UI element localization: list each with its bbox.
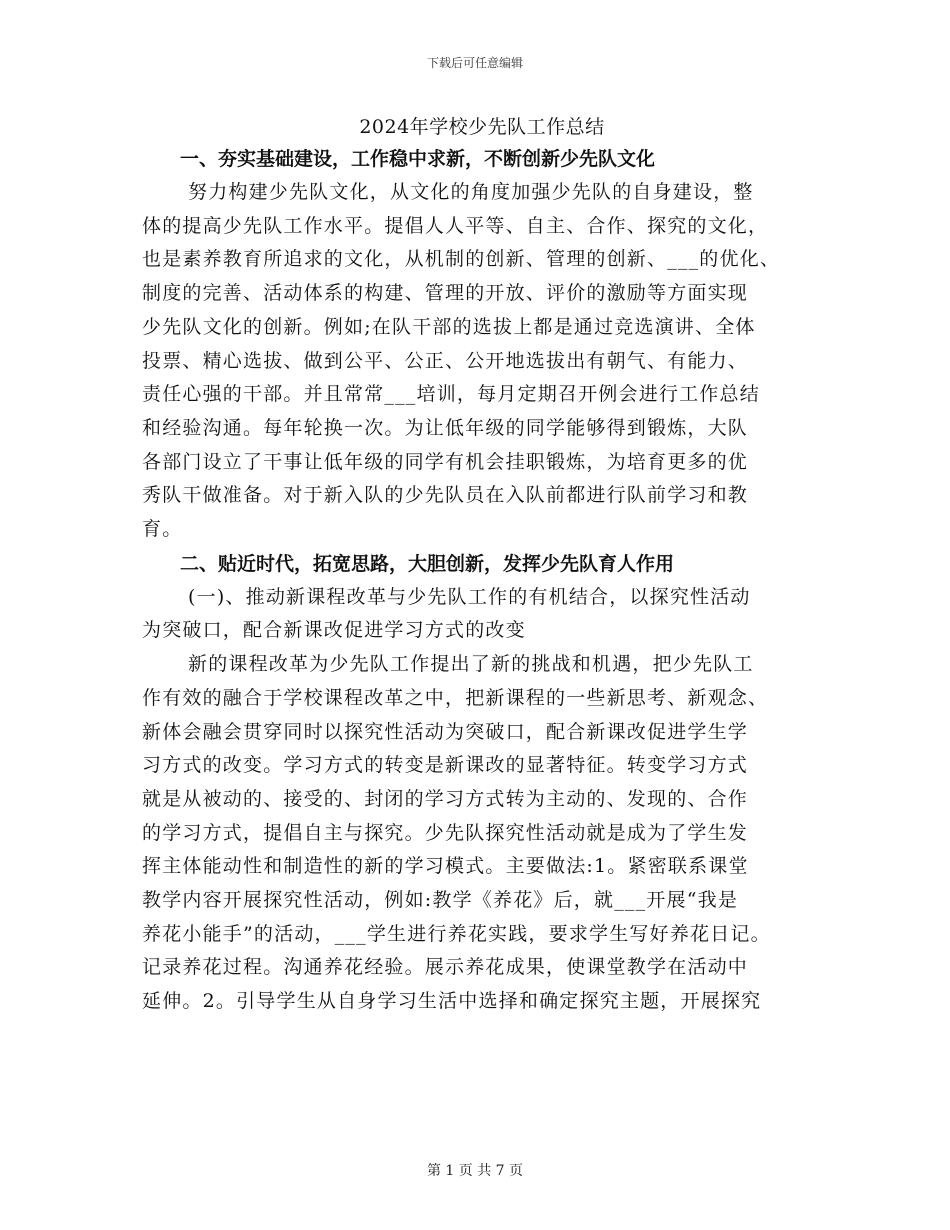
paragraph-line: 教学内容开展探究性活动，例如:教学《养花》后，就___开展“我是 [142, 889, 739, 912]
paragraph-line: 作有效的融合于学校课程改革之中，把新课程的一些新思考、新观念、 [142, 686, 769, 709]
paragraph-line: 投票、精心选拔、做到公平、公正、公开地选拔出有朝气、有能力、 [142, 349, 749, 372]
subsection-1 [142, 581, 822, 648]
document-title: 2024年学校少先队工作总结 [359, 116, 605, 138]
paragraph-line: 育。 [142, 518, 183, 541]
paragraph-line: 责任心强的干部。并且常常___培训，每月定期召开例会进行工作总结 [142, 383, 760, 406]
paragraph-line: 努力构建少先队文化，从文化的角度加强少先队的自身建设，整 [188, 181, 754, 203]
paragraph-line: 少先队文化的创新。例如;在队干部的选拔上都是通过竞选演讲、全体 [142, 315, 756, 338]
paragraph-line: 记录养花过程。沟通养花经验。展示养花成果，使课堂教学在活动中 [142, 956, 749, 979]
paragraph-line: 秀队干做准备。对于新入队的少先队员在入队前都进行队前学习和教 [142, 484, 749, 507]
paragraph-2 [142, 648, 822, 1019]
subsection-line: (一)、推动新课程改革与少先队工作的有机结合，以探究性活动 [188, 585, 751, 608]
paragraph-line: 新的课程改革为少先队工作提出了新的挑战和机遇，把少先队工 [188, 653, 754, 676]
paragraph-line: 新体会融会贯穿同时以探究性活动为突破口，配合新课改促进学生学 [142, 720, 749, 743]
section-heading-1: 一、夯实基础建设，工作稳中求新，不断创新少先队文化 [180, 148, 656, 170]
paragraph-line: 挥主体能动性和制造性的新的学习模式。主要做法:1。紧密联系课堂 [142, 855, 749, 878]
header-note: 下载后可任意编辑 [426, 56, 523, 70]
paragraph-line: 就是从被动的、接受的、封闭的学习方式转为主动的、发现的、合作 [142, 787, 749, 810]
paragraph-line: 各部门设立了干事让低年级的同学有机会挂职锻炼，为培育更多的优 [142, 450, 749, 473]
document-body [142, 112, 822, 1019]
paragraph-line: 和经验沟通。每年轮换一次。为让低年级的同学能够得到锻炼，大队 [142, 416, 749, 439]
paragraph-line: 习方式的改变。学习方式的转变是新课改的显著特征。转变学习方式 [142, 754, 749, 777]
paragraph-line: 体的提高少先队工作水平。提倡人人平等、自主、合作、探究的文化， [142, 214, 769, 237]
section-heading-2: 二、贴近时代，拓宽思路，大胆创新，发挥少先队育人作用 [180, 552, 675, 575]
paragraph-1 [142, 176, 822, 547]
paragraph-line: 也是素养教育所追求的文化，从机制的创新、管理的创新、___的优化、 [142, 248, 781, 271]
page-number: 第 1 页 共 7 页 [426, 1163, 524, 1179]
paragraph-line: 制度的完善、活动体系的构建、管理的开放、评价的激励等方面实现 [142, 282, 749, 305]
subsection-line: 为突破口，配合新课改促进学习方式的改变 [142, 619, 526, 642]
paragraph-line: 的学习方式，提倡自主与探究。少先队探究性活动就是成为了学生发 [142, 821, 749, 844]
paragraph-line: 延伸。2。引导学生从自身学习生活中选择和确定探究主题，开展探究 [142, 990, 762, 1013]
paragraph-line: 养花小能手”的活动，___学生进行养花实践，要求学生写好养花日记。 [142, 922, 771, 945]
